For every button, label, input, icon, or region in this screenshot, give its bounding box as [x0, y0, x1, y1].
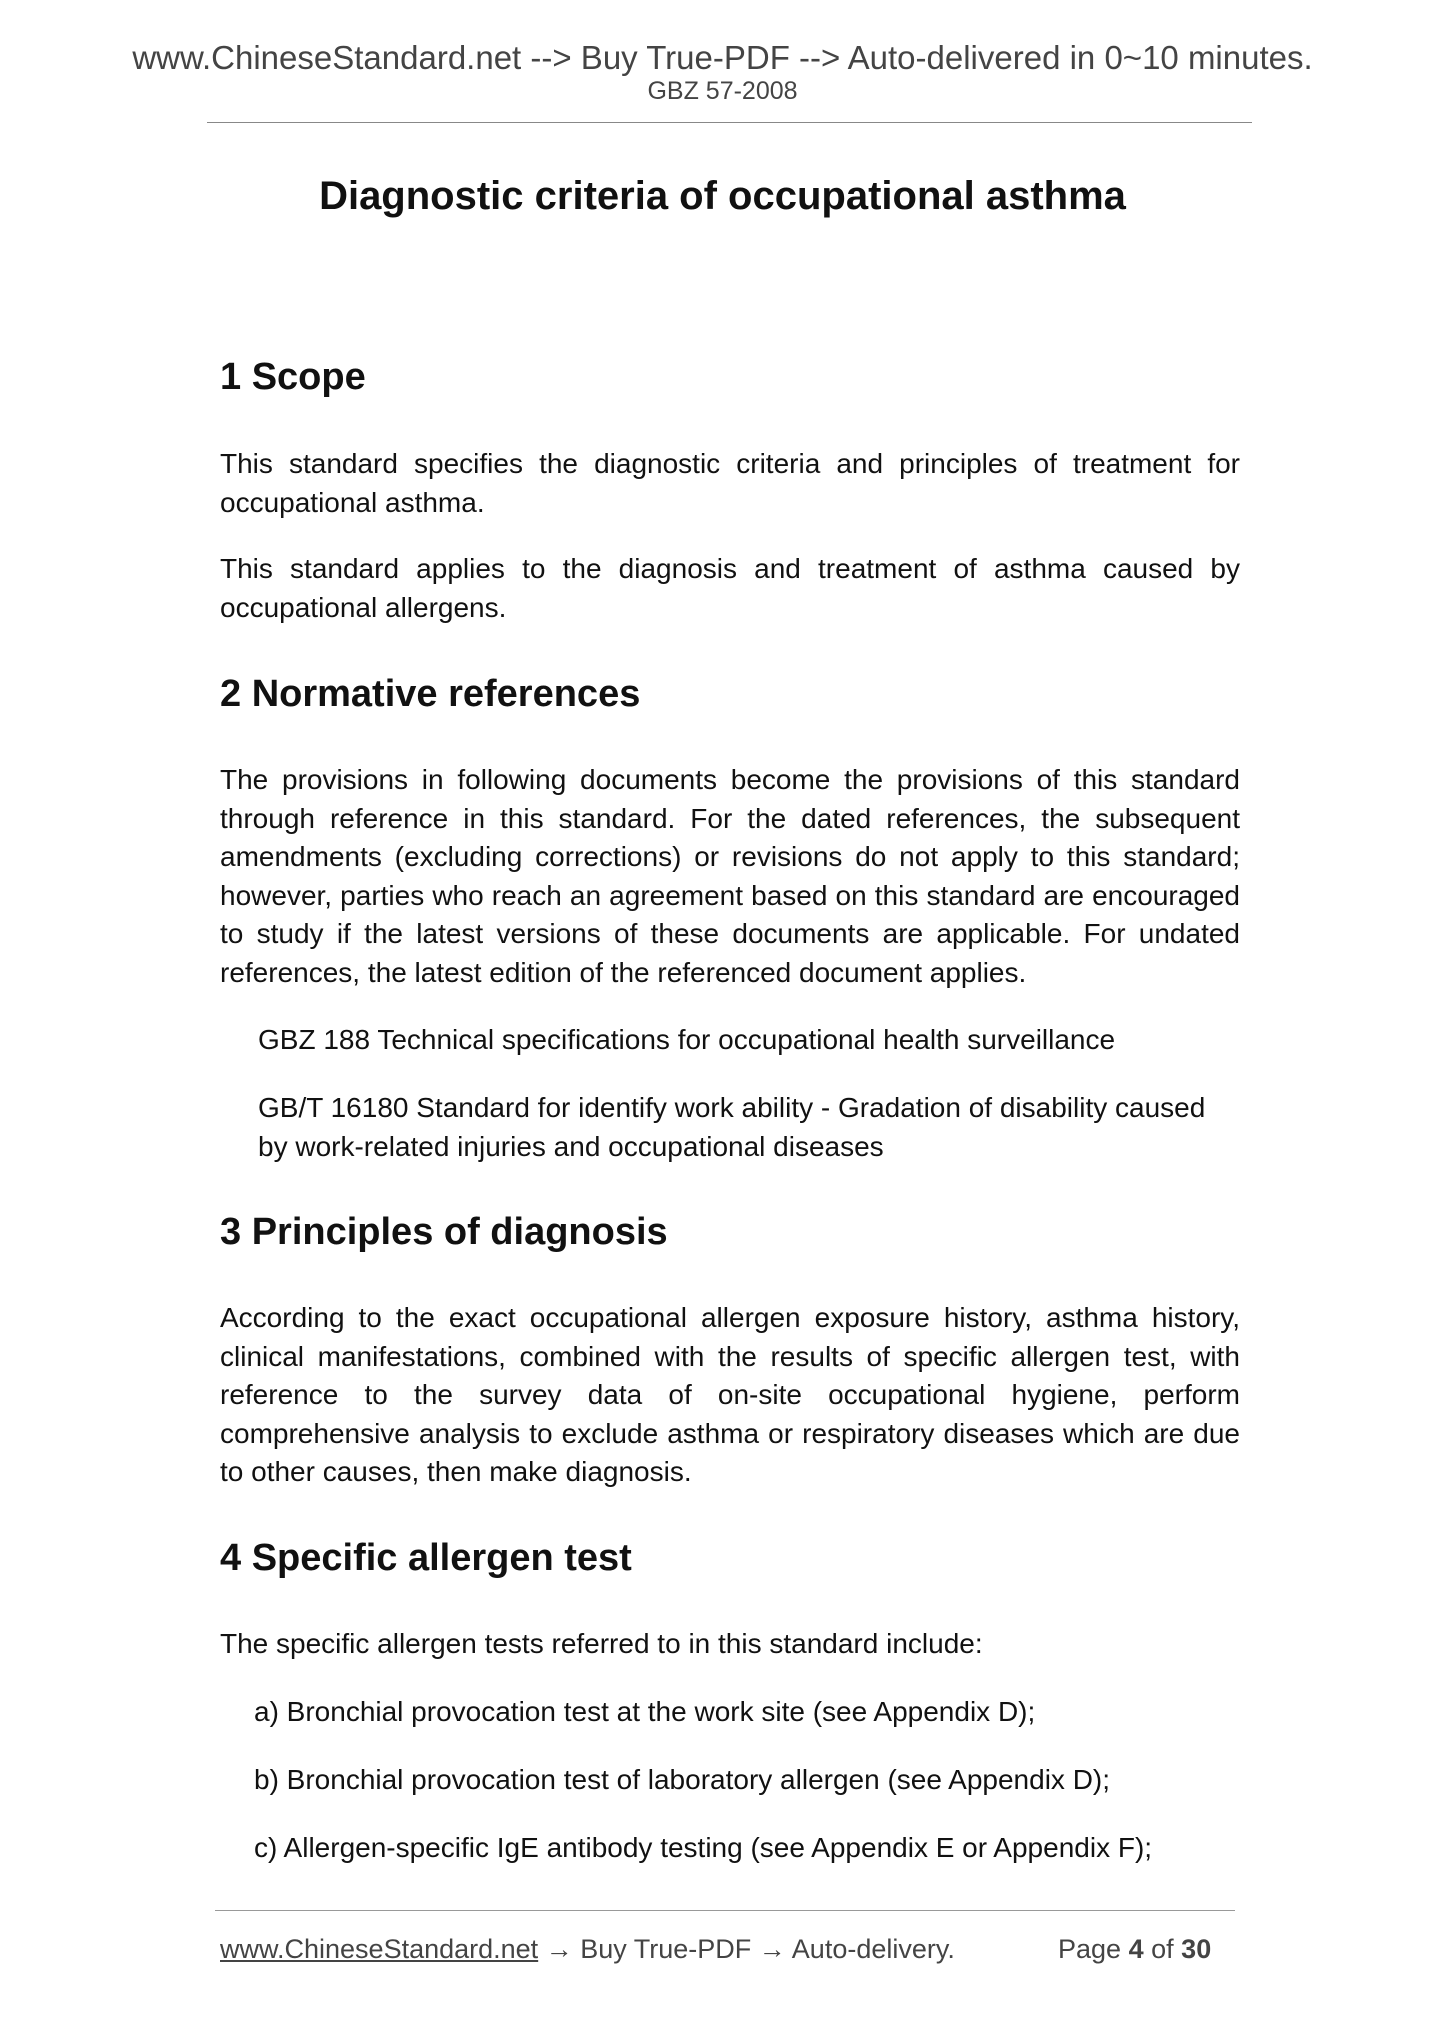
document-title: Diagnostic criteria of occupational asthma	[319, 174, 1126, 218]
footer-divider	[215, 1910, 1235, 1911]
current-page-number: 4	[1128, 1934, 1144, 1964]
footer-promo	[220, 1932, 955, 1966]
list-item-a: a) Bronchial provocation test at the work site (see Appendix D);	[254, 1696, 1036, 1727]
normative-references-paragraph: The provisions in following documents become the provisions of this standard through reference in this standard. For the dated references, the subsequent amendments (excluding corrections) or revisions do not apply to this standard; however, parties who reach an agreement based on this standard are encouraged to study if the latest versions of these documents are applicable. For undated references, the latest edition of the referenced document applies.	[220, 764, 1240, 988]
footer-delivery-text: Auto-delivery.	[791, 1934, 955, 1964]
principles-paragraph: According to the exact occupational allergen exposure history, asthma history, clinical manifestations, combined with the results of specific allergen test, with reference to the survey data of on-site occupational hygiene, perform comprehensive analysis to exclude asthma or respiratory diseases which are due to other causes, then make diagnosis.	[220, 1302, 1240, 1487]
arrow-right-icon: →	[545, 1934, 573, 1964]
section-heading-principles-of-diagnosis: 3 Principles of diagnosis	[220, 1211, 668, 1253]
page-label: Page	[1058, 1934, 1122, 1964]
site-banner: www.ChineseStandard.net --> Buy True-PDF --> Auto-delivered in 0~10 minutes.	[132, 39, 1313, 76]
footer-buy-text: Buy True-PDF	[580, 1934, 752, 1964]
allergen-test-intro: The specific allergen tests referred to in this standard include:	[220, 1628, 983, 1659]
footer-site-link[interactable]: www.ChineseStandard.net	[220, 1934, 539, 1964]
total-pages-number: 30	[1181, 1934, 1212, 1964]
section-heading-specific-allergen-test: 4 Specific allergen test	[220, 1537, 632, 1579]
header-divider	[207, 122, 1252, 123]
list-item-c: c) Allergen-specific IgE antibody testing (see Appendix E or Appendix F);	[254, 1832, 1153, 1863]
of-label: of	[1151, 1934, 1174, 1964]
scope-paragraph-1: This standard specifies the diagnostic criteria and principles of treatment for occupational asthma.	[220, 448, 1240, 518]
section-heading-normative-references: 2 Normative references	[220, 673, 641, 715]
list-item-b: b) Bronchial provocation test of laboratory allergen (see Appendix D);	[254, 1764, 1111, 1795]
reference-gbt-16180: GB/T 16180 Standard for identify work ability - Gradation of disability caused by work-related injuries and occupational diseases	[258, 1092, 1206, 1162]
page-indicator	[1058, 1932, 1211, 1966]
section-heading-scope: 1 Scope	[220, 356, 366, 398]
standard-code: GBZ 57-2008	[647, 77, 798, 105]
reference-gbz-188: GBZ 188 Technical specifications for occupational health surveillance	[258, 1024, 1116, 1055]
scope-paragraph-2: This standard applies to the diagnosis and treatment of asthma caused by occupational allergens.	[220, 553, 1240, 623]
arrow-right-icon: →	[758, 1934, 786, 1964]
